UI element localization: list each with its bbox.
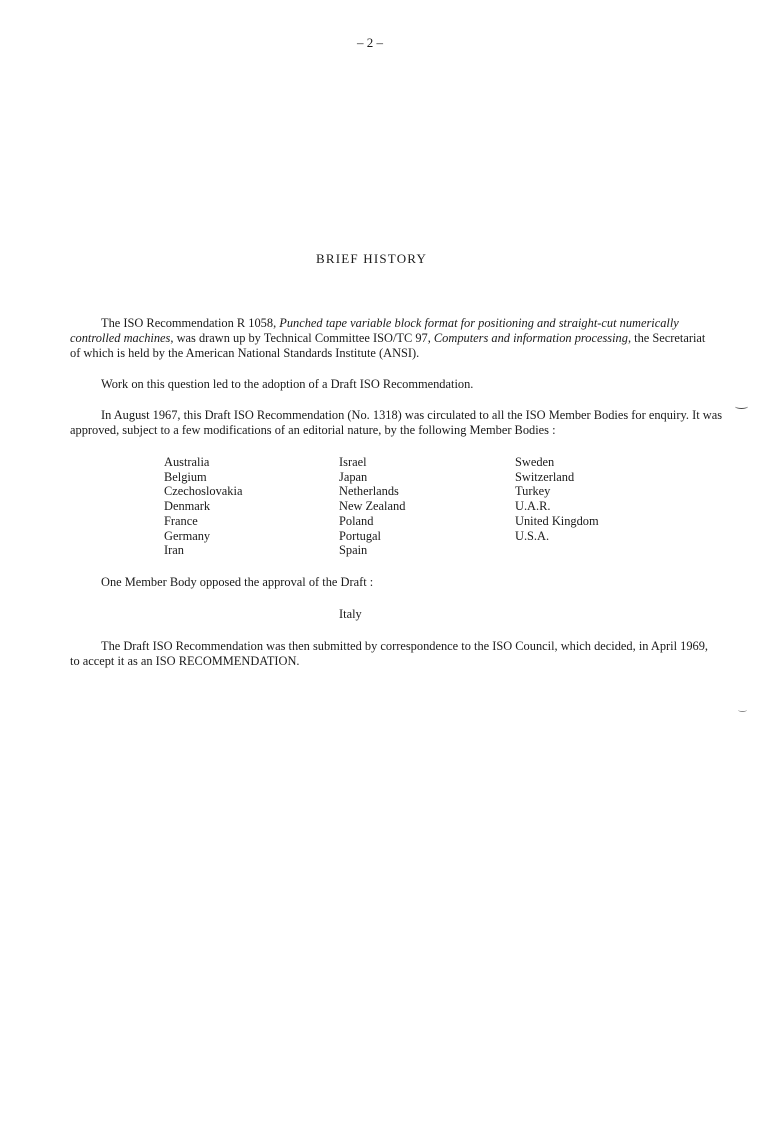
member-list-col1 [164,455,242,558]
page-number: – 2 – [357,35,383,50]
recommendation-title: Punched tape variable block format for positioning and straight-cut numerically controlled machines [70,316,679,345]
paragraph-enquiry: In August 1967, this Draft ISO Recommendation (No. 1318) was circulated to all the ISO Member Bodies for enquiry. It was approved, subject to a few modifications of an editorial nature, by the following Member Bodies : [70,408,723,437]
member-body: Sweden [515,455,555,469]
opposing-member: Italy [339,607,362,621]
member-body: France [164,513,198,528]
member-body: Spain [339,543,368,558]
paragraph-intro [70,316,710,361]
member-list-col3 [515,455,599,543]
paragraph-council: The Draft ISO Recommendation was then submitted by correspondence to the ISO Council, which decided, in April 1969, to accept it as an ISO RECOMMENDATION. [70,639,709,668]
section-title: BRIEF HISTORY [315,251,428,266]
member-body: Poland [339,513,374,528]
paragraph-opposition: One Member Body opposed the approval of the Draft : [101,575,374,589]
member-body: Australia [164,455,210,469]
member-body: Germany [164,528,211,543]
scan-mark [735,404,748,409]
member-body: Netherlands [339,484,399,499]
intro-text-end: , the Secretariat of which is held by the American National Standards Institute (ANSI). [70,331,706,360]
member-body: Denmark [164,499,211,514]
member-body: United Kingdom [515,513,599,528]
member-body: Israel [339,455,367,469]
scan-mark [738,708,747,712]
member-body: U.S.A. [515,528,550,543]
intro-text-middle: , was drawn up by Technical Committee ISO/TC 97, [170,331,434,345]
member-body: New Zealand [339,499,406,514]
paragraph-adoption: Work on this question led to the adoption of a Draft ISO Recommendation. [101,377,474,391]
member-body: Portugal [339,528,381,543]
committee-title: Computers and information processing [433,331,628,345]
member-body: U.A.R. [515,499,551,514]
member-body: Turkey [515,484,551,499]
member-body: Switzerland [515,469,575,484]
member-body: Iran [164,543,184,558]
member-body: Czechoslovakia [164,484,243,499]
member-list-col2 [339,455,405,558]
member-body: Japan [339,469,368,484]
member-body: Belgium [164,469,207,484]
intro-text-start: The ISO Recommendation R 1058, [101,316,280,330]
